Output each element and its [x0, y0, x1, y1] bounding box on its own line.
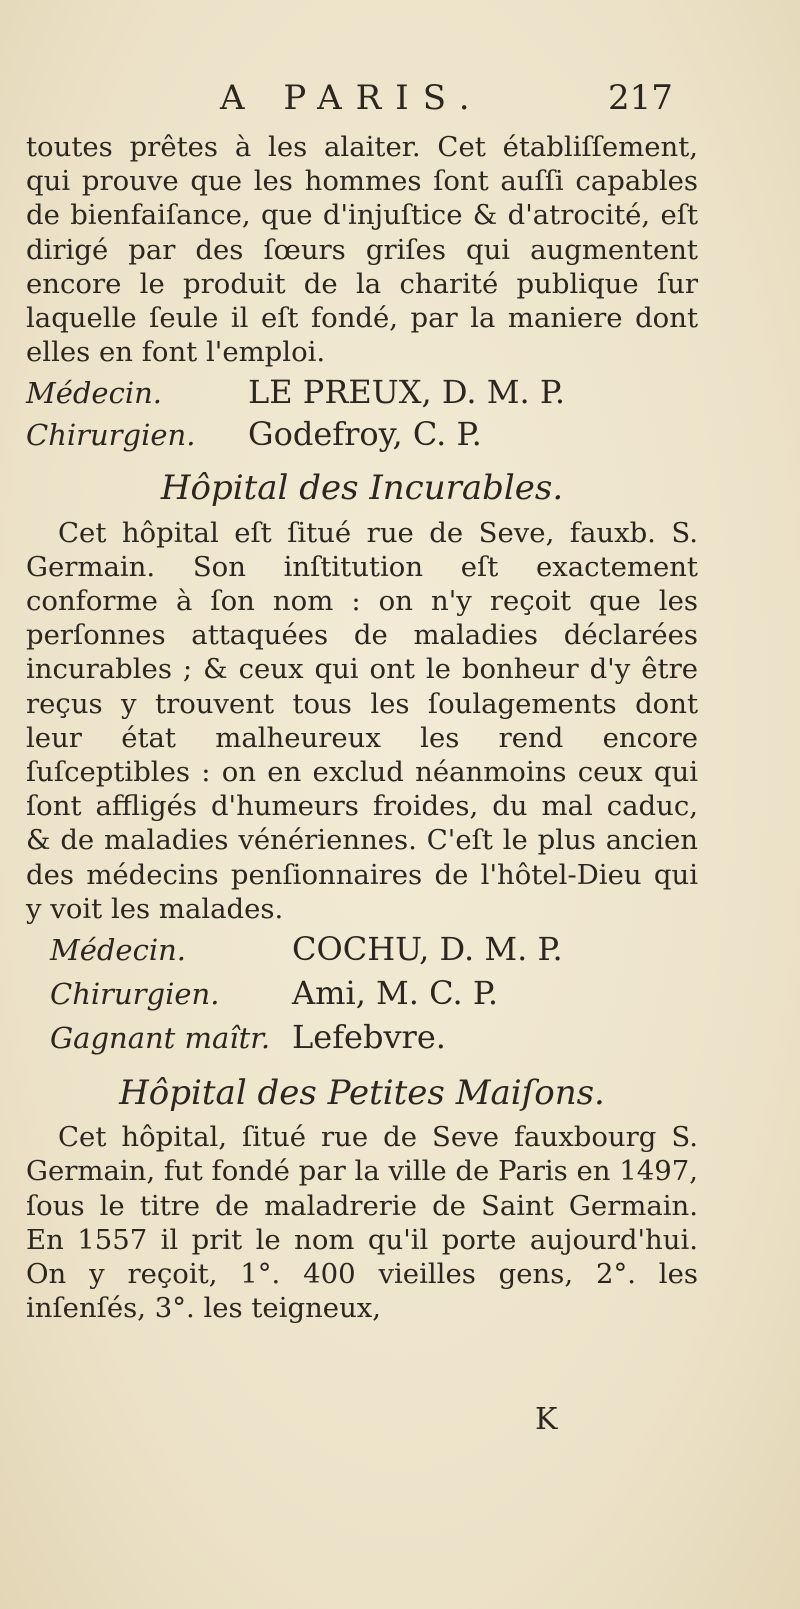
staff-role: Médecin.: [50, 933, 186, 968]
section-heading-incurables: Hôpital des Incurables.: [160, 468, 564, 509]
staff-name: Lefebvre.: [292, 1018, 446, 1057]
running-title: A PARIS.: [220, 78, 484, 118]
section-heading-petites-maisons: Hôpital des Petites Maiſons.: [119, 1073, 605, 1114]
staff-row: [26, 1020, 698, 1064]
intro-paragraph: toutes prêtes à les alaiter. Cet établiſſement, qui prouve que les hommes ſont auſſi capables de bienfaiſance, que d'injuſtice & d'atrocité, eſt dirigé par des ſœurs griſes qui augmentent encore le produit de la charité publique ſur laquelle ſeule il eſt fondé, par la maniere dont elles en font l'emploi.: [26, 131, 698, 369]
staff-name: Godefroy, C. P.: [248, 415, 482, 454]
staff-name: LE PREUX, D. M. P.: [248, 373, 566, 412]
signature-mark: K: [535, 1402, 558, 1437]
incurables-paragraph: Cet hôpital eſt ſitué rue de Seve, fauxb. S. Germain. Son inſtitution eſt exactement conforme à ſon nom : on n'y reçoit que les perſonnes attaquées de maladies déclarées incurables ; & ceux qui ont le bonheur d'y être reçus y trouvent tous les ſoulagements dont leur état malheureux les rend encore ſuſceptibles : on en exclud néanmoins ceux qui ſont affligés d'humeurs froides, du mal caduc, & de maladies vénériennes. C'eſt le plus ancien des médecins penſionnaires de l'hôtel-Dieu qui y voit les malades.: [26, 516, 698, 925]
staff-list-incurables: [26, 932, 698, 1064]
staff-role: Gagnant maîtr.: [50, 1021, 271, 1056]
staff-row: [26, 417, 698, 459]
staff-name: COCHU, D. M. P.: [292, 930, 563, 969]
page-header: [0, 78, 800, 128]
page-body: [26, 130, 698, 1325]
staff-name: Ami, M. C. P.: [292, 974, 499, 1013]
staff-list-enfants: [26, 375, 698, 459]
petites-maisons-paragraph: Cet hôpital, ſitué rue de Seve fauxbourg S. Germain, fut fondé par la ville de Paris en 1497, ſous le titre de maladrerie de Saint Germain. En 1557 il prit le nom qu'il porte aujourd'hui. On y reçoit, 1°. 400 vieilles gens, 2°. les inſenſés, 3°. les teigneux,: [26, 1121, 698, 1325]
staff-row: [26, 375, 698, 417]
staff-role: Chirurgien.: [50, 977, 220, 1012]
staff-row: [26, 932, 698, 976]
page-number: 217: [608, 78, 673, 118]
staff-row: [26, 976, 698, 1020]
staff-role: Médecin.: [26, 376, 162, 411]
staff-role: Chirurgien.: [26, 418, 196, 453]
